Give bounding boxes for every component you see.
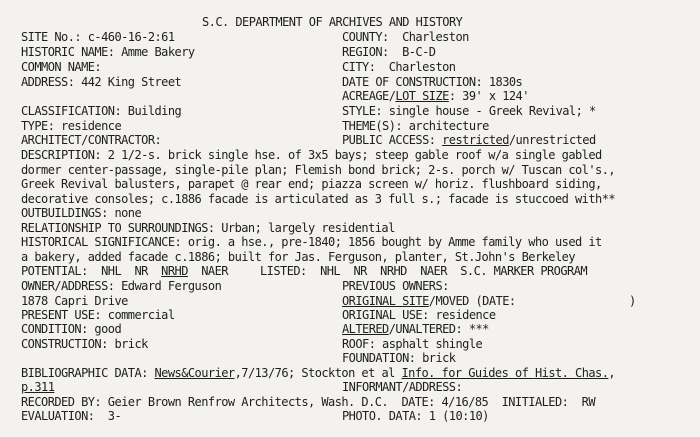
potential [21,264,228,278]
unaltered: /UNALTERED: *** [388,322,489,336]
significance-line: a bakery, added facade c.1886; built for Jas. Ferguson, planter, St.John's Berkeley [21,250,575,264]
bibliography-end: , [608,366,616,380]
construction: CONSTRUCTION: brick [21,337,148,351]
owner-address: OWNER/ADDRESS: Edward Ferguson [21,279,222,293]
listed: LISTED: NHL NR NRHD NAER S.C. MARKER PROGRAM [260,264,588,278]
photo-data: PHOTO. DATA: 1 (10:10) [342,409,489,423]
themes: THEME(S): architecture [342,119,489,133]
public-access-label: PUBLIC ACCESS: [342,133,443,147]
bibliography-mid: ,7/13/76; Stockton et al [234,366,402,380]
bibliography-source-2: Info. for Guides of Hist. Chas. [401,366,609,380]
owner-street: 1878 Capri Drive [21,294,128,308]
lot-size-label: LOT SIZE [395,89,449,103]
altered: ALTERED [342,322,389,336]
card-header: S.C. DEPARTMENT OF ARCHIVES AND HISTORY [202,15,463,29]
recorded-by: RECORDED BY: Geier Brown Renfrow Architects, Wash. D.C. DATE: 4/16/85 INITIALED: RW [21,395,596,409]
bibliography-source-1: News&Courier [154,366,235,380]
potential-rest: NAER [187,264,228,278]
description-line: DESCRIPTION: 2 1/2-s. brick single hse. of 3x5 bays; steep gable roof w/a single gabled [21,148,602,162]
city: CITY: Charleston [342,60,456,74]
significance-line: HISTORICAL SIGNIFICANCE: orig. a hse., pre-1840; 1856 bought by Amme family who used it [21,235,602,249]
evaluation: EVALUATION: 3- [21,409,122,423]
foundation: FOUNDATION: brick [342,351,456,365]
address: ADDRESS: 442 King Street [21,75,182,89]
previous-owners: PREVIOUS OWNERS: [342,279,449,293]
moved-date-close: ) [629,294,636,308]
public-access-rest: /unrestricted [508,133,596,147]
region: REGION: B-C-D [342,45,436,59]
condition: CONDITION: good [21,322,122,336]
lot-size-value: : 39' x 124' [448,89,529,103]
informant-address: INFORMANT/ADDRESS: [342,380,463,394]
original-site: ORIGINAL SITE [342,294,429,308]
relationship-to-surroundings: RELATIONSHIP TO SURROUNDINGS: Urban; largely residential [21,221,395,235]
acreage-lot-size [342,89,529,103]
date-of-construction: DATE OF CONSTRUCTION: 1830s [342,75,523,89]
bibliography-source-2-cont: p.311 [21,380,55,394]
bibliography-label: BIBLIOGRAPHIC DATA: [21,366,155,380]
potential-label: POTENTIAL: NHL NR [21,264,162,278]
original-site-moved [342,294,516,308]
architect-contractor: ARCHITECT/CONTRACTOR: [21,133,162,147]
common-name: COMMON NAME: [21,60,102,74]
potential-selected: NRHD [161,264,188,278]
type: TYPE: residence [21,119,122,133]
bibliographic-data [21,366,615,380]
description-line: Greek Revival balusters, parapet @ rear end; piazza screen w/ horiz. flushboard siding, [21,177,602,191]
original-use: ORIGINAL USE: residence [342,308,496,322]
style: STYLE: single house - Greek Revival; * [342,104,596,118]
county: COUNTY: Charleston [342,30,469,44]
description-line: dormer center-passage, single-pile plan; Flemish bond brick; 2-s. porch w/ Tuscan col's., [21,163,616,177]
site-number: SITE No.: c-460-16-2:61 [21,30,175,44]
acreage-label: ACREAGE/ [342,89,396,103]
altered-unaltered [342,322,489,336]
present-use: PRESENT USE: commercial [21,308,175,322]
roof: ROOF: asphalt shingle [342,337,483,351]
public-access-selected: restricted [442,133,509,147]
moved-date: /MOVED (DATE: [428,294,516,308]
classification: CLASSIFICATION: Building [21,104,182,118]
public-access [342,133,596,147]
description-line: decorative consoles; c.1886 facade is articulated as 3 full s.; facade is stuccoed with** [21,192,616,206]
historic-name: HISTORIC NAME: Amme Bakery [21,45,195,59]
outbuildings: OUTBUILDINGS: none [21,206,142,220]
